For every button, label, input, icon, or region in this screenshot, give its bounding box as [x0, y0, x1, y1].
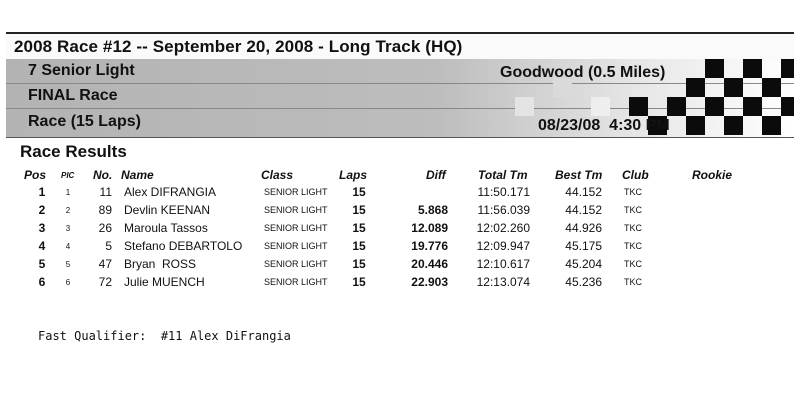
cell-laps: 15: [352, 221, 366, 235]
cell-kart-number: 26: [98, 221, 112, 235]
cell-club: TKC: [624, 277, 642, 287]
race-results-heading: Race Results: [20, 142, 127, 161]
cell-pos: 5: [38, 257, 46, 271]
cell-best-time: 44.152: [565, 203, 602, 217]
cell-pos: 1: [38, 185, 46, 199]
column-header-best-time: Best Tm: [555, 168, 603, 182]
column-header-no: No.: [93, 168, 113, 182]
checker-square: [667, 97, 686, 116]
checker-square: [743, 97, 762, 116]
cell-club: TKC: [624, 259, 642, 269]
checker-square: [724, 78, 743, 97]
checker-square: [762, 78, 781, 97]
column-header-total-time: Total Tm: [478, 168, 528, 182]
column-header-pic: PIC: [61, 171, 75, 180]
table-row: [0, 238, 800, 255]
column-header-class: Class: [261, 168, 294, 182]
cell-total-time: 12:13.074: [476, 275, 530, 289]
cell-pic: 2: [65, 206, 71, 215]
table-row: [0, 184, 800, 201]
cell-driver-name: Devlin KEENAN: [124, 203, 211, 217]
column-header-laps: Laps: [339, 168, 368, 182]
cell-laps: 15: [352, 275, 366, 289]
cell-club: TKC: [624, 241, 642, 251]
cell-pic: 3: [65, 224, 71, 233]
cell-total-time: 12:09.947: [476, 239, 530, 253]
race-laps: Race (15 Laps): [28, 113, 141, 130]
cell-club: TKC: [624, 187, 642, 197]
column-header-club: Club: [622, 168, 649, 182]
checker-square: [705, 59, 724, 78]
cell-pic: 5: [65, 260, 71, 269]
cell-driver-name: Stefano DEBARTOLO: [124, 239, 243, 253]
cell-kart-number: 72: [98, 275, 112, 289]
column-header-name: Name: [121, 168, 154, 182]
event-info-banner: [6, 59, 794, 138]
cell-class: SENIOR LIGHT: [264, 187, 328, 197]
cell-diff: 22.903: [411, 275, 448, 289]
cell-class: SENIOR LIGHT: [264, 277, 328, 287]
race-title: 2008 Race #12 -- September 20, 2008 - Long Track (HQ): [14, 37, 463, 56]
cell-pic: 1: [65, 188, 71, 197]
cell-class: SENIOR LIGHT: [264, 241, 328, 251]
cell-driver-name: Bryan ROSS: [124, 257, 197, 271]
cell-total-time: 11:56.039: [477, 203, 530, 217]
cell-driver-name: Alex DIFRANGIA: [124, 185, 217, 199]
cell-driver-name: Maroula Tassos: [124, 221, 208, 235]
cell-best-time: 45.204: [565, 257, 602, 271]
cell-pic: 6: [65, 278, 71, 287]
cell-club: TKC: [624, 205, 642, 215]
cell-best-time: 45.175: [565, 239, 602, 253]
cell-diff: 5.868: [417, 203, 448, 217]
cell-diff: 19.776: [411, 239, 448, 253]
cell-kart-number: 47: [98, 257, 112, 271]
cell-class: SENIOR LIGHT: [264, 259, 328, 269]
checker-square: [686, 116, 705, 135]
cell-laps: 15: [352, 185, 366, 199]
event-name: 7 Senior Light: [28, 62, 135, 79]
race-type: FINAL Race: [28, 87, 118, 104]
race-title-bar: [6, 32, 794, 61]
cell-club: TKC: [624, 223, 642, 233]
cell-class: SENIOR LIGHT: [264, 223, 328, 233]
cell-diff: 20.446: [411, 257, 448, 271]
table-row: [0, 274, 800, 291]
cell-kart-number: 5: [105, 239, 112, 253]
checker-square: [724, 116, 743, 135]
cell-pos: 4: [38, 239, 46, 253]
cell-diff: 12.089: [411, 221, 448, 235]
column-header-pos: Pos: [24, 168, 47, 182]
table-row: [0, 220, 800, 237]
checker-square: [686, 78, 705, 97]
checker-square: [705, 97, 724, 116]
checker-square: [762, 116, 781, 135]
cell-laps: 15: [352, 239, 366, 253]
cell-driver-name: Julie MUENCH: [124, 275, 205, 289]
cell-kart-number: 11: [99, 185, 112, 199]
cell-pos: 3: [38, 221, 46, 235]
cell-laps: 15: [352, 257, 366, 271]
cell-best-time: 44.926: [565, 221, 602, 235]
cell-pic: 4: [65, 242, 71, 251]
race-datetime: 08/23/08 4:30 PM: [538, 117, 670, 134]
table-row: [0, 202, 800, 219]
checker-square: [629, 97, 648, 116]
checker-square: [781, 97, 794, 116]
cell-best-time: 45.236: [565, 275, 602, 289]
checker-square: [781, 59, 794, 78]
cell-kart-number: 89: [98, 203, 112, 217]
cell-pos: 2: [38, 203, 46, 217]
cell-class: SENIOR LIGHT: [264, 205, 328, 215]
checker-square: [743, 59, 762, 78]
checker-square: [515, 97, 534, 116]
cell-pos: 6: [38, 275, 46, 289]
cell-total-time: 12:02.260: [476, 221, 530, 235]
column-header-rookie: Rookie: [692, 168, 733, 182]
column-header-diff: Diff: [426, 168, 446, 182]
track-name: Goodwood (0.5 Miles): [500, 64, 666, 81]
cell-laps: 15: [352, 203, 366, 217]
cell-best-time: 44.152: [565, 185, 602, 199]
cell-total-time: 12:10.617: [476, 257, 530, 271]
cell-total-time: 11:50.171: [477, 185, 530, 199]
table-row: [0, 256, 800, 273]
fast-qualifier-note: Fast Qualifier: #11 Alex DiFrangia: [38, 329, 291, 343]
checker-square: [591, 97, 610, 116]
